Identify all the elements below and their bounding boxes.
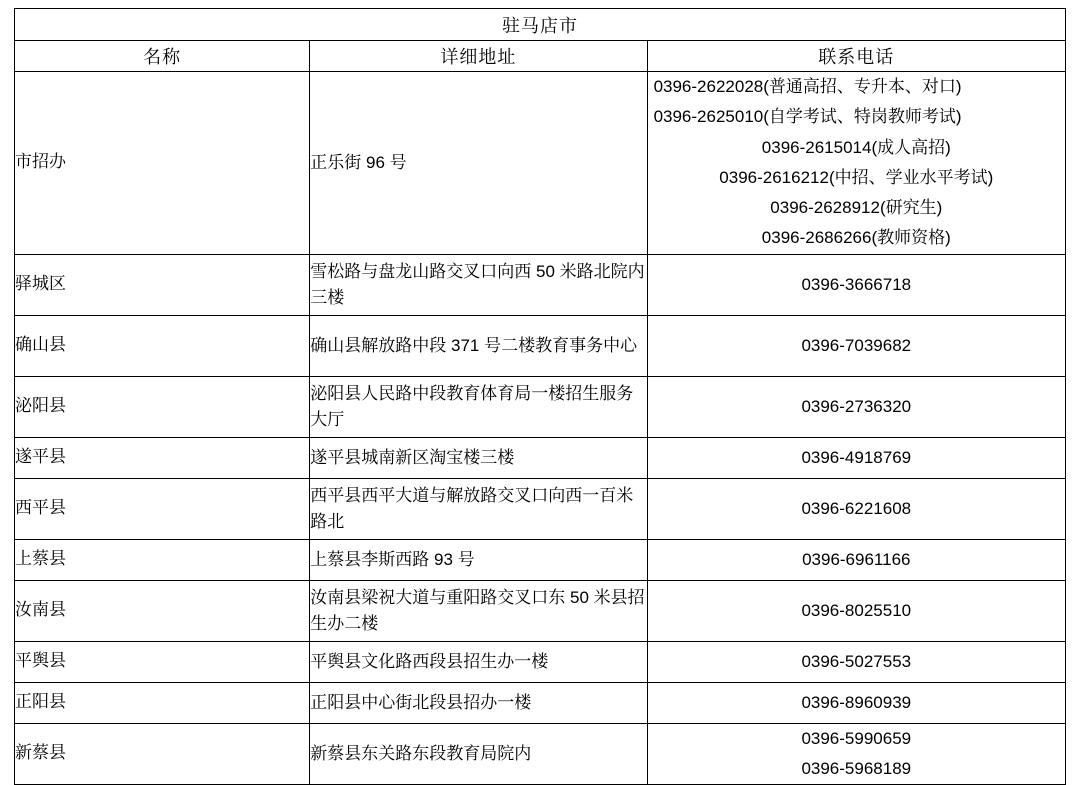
phone-line: 0396-2686266(教师资格) xyxy=(761,228,951,248)
table-row xyxy=(15,376,1066,437)
header-name: 名称 xyxy=(15,41,310,72)
row-address: 雪松路与盘龙山路交叉口向西 50 米路北院内三楼 xyxy=(310,254,647,315)
row-address: 西平县西平大道与解放路交叉口向西一百米路北 xyxy=(310,478,647,539)
row-address: 遂平县城南新区淘宝楼三楼 xyxy=(310,437,647,478)
row-name: 汝南县 xyxy=(15,580,310,641)
table-row xyxy=(15,437,1066,478)
table-row xyxy=(15,641,1066,682)
table-row xyxy=(15,478,1066,539)
header-address: 详细地址 xyxy=(310,41,647,72)
row-phone: 0396-3666718 xyxy=(647,254,1065,315)
row-phone: 0396-2736320 xyxy=(647,376,1065,437)
row-phone: 0396-8025510 xyxy=(647,580,1065,641)
row-address: 正乐街 96 号 xyxy=(310,72,647,255)
row-address: 汝南县梁祝大道与重阳路交叉口东 50 米县招生办二楼 xyxy=(310,580,647,641)
table-title-row xyxy=(15,9,1066,41)
header-phone: 联系电话 xyxy=(647,41,1065,72)
row-name: 泌阳县 xyxy=(15,376,310,437)
phone-line: 0396-2622028(普通高招、专升本、对口) xyxy=(653,77,962,96)
row-address: 平舆县文化路西段县招生办一楼 xyxy=(310,641,647,682)
row-phone: 0396-4918769 xyxy=(647,437,1065,478)
contact-table xyxy=(14,8,1066,785)
phone-line: 0396-2615014(成人高招) xyxy=(761,137,951,157)
table-row xyxy=(15,723,1066,785)
phone-line: 0396-5990659 xyxy=(801,728,912,748)
row-name: 新蔡县 xyxy=(15,723,310,785)
row-phone: 0396-6221608 xyxy=(647,478,1065,539)
table-row xyxy=(15,682,1066,723)
row-address: 新蔡县东关路东段教育局院内 xyxy=(310,723,647,785)
row-address: 正阳县中心街北段县招办一楼 xyxy=(310,682,647,723)
row-name: 平舆县 xyxy=(15,641,310,682)
table-row xyxy=(15,72,1066,255)
row-phone xyxy=(647,723,1065,785)
row-name: 遂平县 xyxy=(15,437,310,478)
row-address: 泌阳县人民路中段教育体育局一楼招生服务大厅 xyxy=(310,376,647,437)
row-name: 确山县 xyxy=(15,315,310,376)
row-name: 市招办 xyxy=(15,72,310,255)
row-name: 西平县 xyxy=(15,478,310,539)
phone-line: 0396-5968189 xyxy=(801,758,912,778)
row-phone: 0396-8960939 xyxy=(647,682,1065,723)
row-address: 确山县解放路中段 371 号二楼教育事务中心 xyxy=(310,315,647,376)
table-row xyxy=(15,254,1066,315)
table-row xyxy=(15,315,1066,376)
row-phone: 0396-7039682 xyxy=(647,315,1065,376)
row-name: 正阳县 xyxy=(15,682,310,723)
table-row xyxy=(15,580,1066,641)
row-phone: 0396-6961166 xyxy=(647,539,1065,580)
row-name: 上蔡县 xyxy=(15,539,310,580)
row-phone xyxy=(647,72,1065,255)
table-header-row xyxy=(15,41,1066,72)
table-title: 驻马店市 xyxy=(15,9,1066,41)
phone-line: 0396-2616212(中招、学业水平考试) xyxy=(719,167,994,187)
row-address: 上蔡县李斯西路 93 号 xyxy=(310,539,647,580)
phone-line: 0396-2625010(自学考试、特岗教师考试) xyxy=(653,107,962,127)
row-phone: 0396-5027553 xyxy=(647,641,1065,682)
row-name: 驿城区 xyxy=(15,254,310,315)
phone-line: 0396-2628912(研究生) xyxy=(770,198,943,217)
table-row xyxy=(15,539,1066,580)
